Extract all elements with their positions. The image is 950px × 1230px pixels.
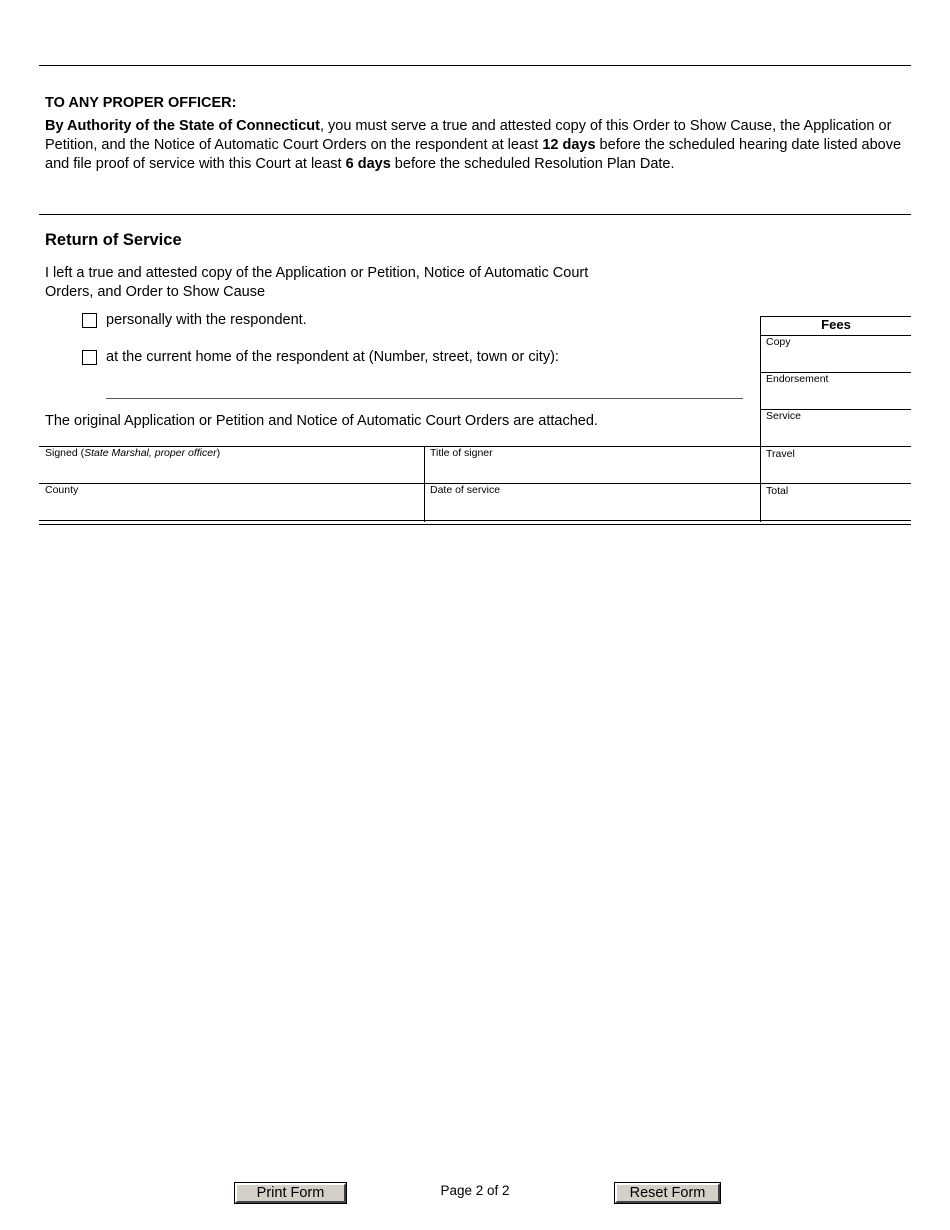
county-label: County: [45, 484, 79, 496]
instruction-text: before the scheduled Resolution Plan Date.: [390, 156, 675, 172]
section-divider: [39, 214, 911, 215]
personally-checkbox[interactable]: [82, 313, 97, 328]
service-intro-line: Orders, and Order to Show Cause: [45, 284, 266, 300]
print-form-button[interactable]: Print Form: [235, 1183, 346, 1203]
signed-label-role: State Marshal, proper officer: [84, 447, 217, 459]
address-input-line[interactable]: [106, 398, 743, 399]
fee-endorsement-label: Endorsement: [766, 373, 829, 385]
home-checkbox[interactable]: [82, 350, 97, 365]
personally-label: personally with the respondent.: [106, 312, 307, 328]
page-number: Page 2 of 2: [440, 1183, 510, 1198]
officer-heading: TO ANY PROPER OFFICER:: [45, 95, 237, 111]
signed-label: [45, 447, 220, 459]
fee-copy-label: Copy: [766, 336, 791, 348]
signed-label-text: Signed (: [45, 447, 85, 459]
authority-text: By Authority of the State of Connecticut: [45, 118, 320, 134]
service-intro-line: I left a true and attested copy of the Application or Petition, Notice of Automatic Court: [45, 265, 589, 281]
fee-travel-label: Travel: [766, 448, 795, 460]
instruction-text: before the scheduled hearing date listed above and file proof of service with this Court at least: [45, 137, 902, 172]
service-intro: [45, 264, 645, 302]
officer-instructions: [45, 117, 915, 174]
grid-bottom-double: [39, 524, 911, 525]
days-before-resolution: 6 days: [345, 156, 391, 172]
signed-label-text: ): [216, 447, 221, 459]
return-of-service-title: Return of Service: [45, 231, 182, 249]
grid-column-border: [424, 446, 425, 522]
grid-bottom-border: [39, 520, 911, 521]
days-before-hearing: 12 days: [542, 137, 596, 153]
top-divider: [39, 65, 911, 66]
fees-left-border: [760, 316, 761, 522]
fees-title: Fees: [821, 317, 851, 332]
home-label: at the current home of the respondent at (Number, street, town or city):: [106, 349, 559, 365]
instruction-text: , you must serve a true and attested copy of this Order to Show Cause, the Application or Petition, and the Notice of Automatic Court Orders on the respondent at least: [45, 118, 892, 153]
date-of-service-label: Date of service: [430, 484, 501, 496]
title-of-signer-label: Title of signer: [430, 447, 493, 459]
fee-service-label: Service: [766, 410, 802, 422]
reset-form-button[interactable]: Reset Form: [615, 1183, 720, 1203]
attached-statement: The original Application or Petition and Notice of Automatic Court Orders are attached.: [45, 413, 598, 429]
fee-total-label: Total: [766, 485, 789, 497]
